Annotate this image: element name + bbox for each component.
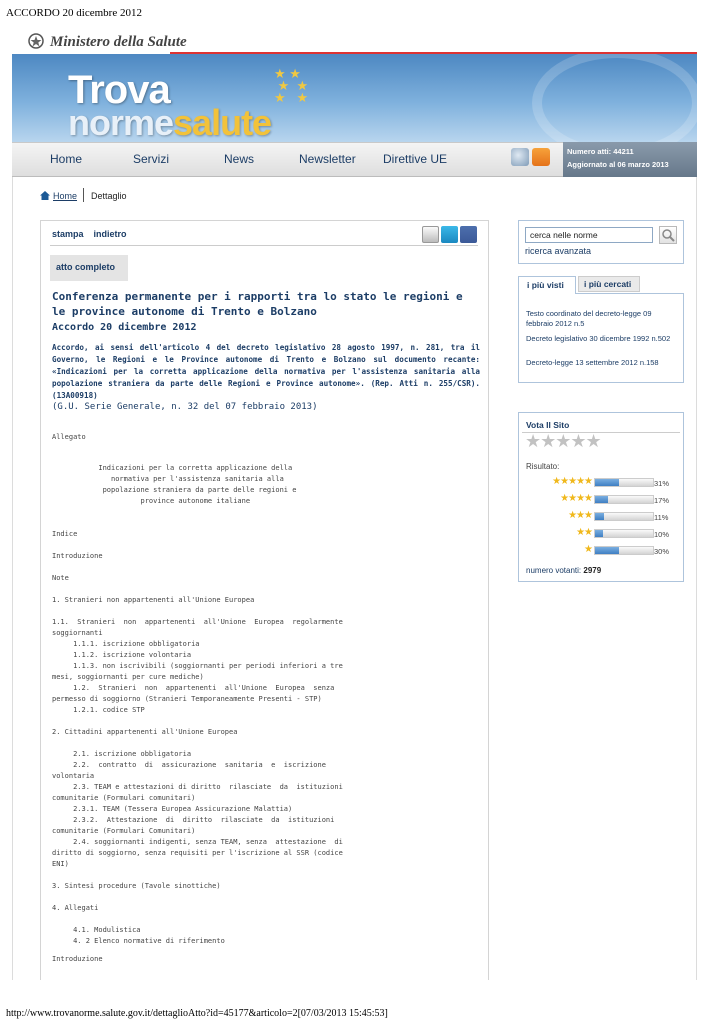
breadcrumb-separator [83, 188, 84, 202]
rating-input-stars[interactable]: ★★★★★ [525, 431, 601, 451]
nav-icons [511, 148, 553, 166]
ministry-name[interactable]: Ministero della Salute [50, 34, 187, 50]
rating-stars: ★★★ [568, 510, 592, 521]
rating-bar-track [594, 495, 654, 504]
toolbar-divider [50, 245, 478, 246]
rating-percent: 31% [654, 479, 670, 488]
logo-normesalute[interactable] [68, 102, 271, 142]
rating-row-1-stars [522, 545, 672, 557]
document-title: Conferenza permanente per i rapporti tra lo stato le regioni e le province autonome di Trento e Bolzano [52, 290, 463, 318]
note-label: Note [52, 574, 69, 582]
rating-bar-fill [595, 479, 619, 486]
facebook-icon[interactable] [460, 226, 477, 243]
allegato-label: Allegato [52, 433, 86, 441]
search-globe-icon[interactable] [511, 148, 529, 166]
stampa-link[interactable]: stampa [52, 229, 84, 239]
rating-bar-fill [595, 513, 604, 520]
seal-watermark [532, 54, 697, 142]
document-subtitle: Accordo 20 dicembre 2012 [52, 322, 197, 333]
share-icons [420, 226, 477, 244]
nav-servizi[interactable]: Servizi [133, 152, 170, 166]
home-icon[interactable] [40, 191, 50, 200]
tab-piu-cercati[interactable]: i più cercati [578, 276, 640, 292]
rating-stars: ★★★★★ [552, 476, 592, 487]
logo-norme: norme [68, 102, 174, 142]
atto-completo-button[interactable]: atto completo [50, 255, 128, 281]
rating-percent: 11% [654, 513, 669, 522]
rss-icon[interactable] [532, 148, 550, 166]
breadcrumb-home[interactable]: Home [53, 191, 78, 201]
ricerca-avanzata-link[interactable]: ricerca avanzata [525, 246, 592, 256]
votanti-count: 2979 [583, 566, 602, 575]
introduzione-label: Introduzione [52, 552, 103, 560]
magnifier-icon [660, 227, 676, 243]
rating-row-4-stars [522, 494, 672, 506]
aggiornato: Aggiornato al 06 marzo 2013 [567, 160, 669, 169]
logo-trova[interactable]: Trova [68, 68, 170, 112]
piu-visti-link-1[interactable]: Testo coordinato del decreto-legge 09 febbraio 2012 n.5 [526, 309, 652, 328]
piu-visti-link-2[interactable]: Decreto legislativo 30 dicembre 1992 n.502 [526, 334, 671, 343]
vota-title: Vota Il Sito [526, 420, 570, 430]
site-banner [12, 54, 697, 142]
nav-direttive-ue[interactable]: Direttive UE [383, 152, 448, 166]
logo-salute: salute [173, 102, 272, 142]
rating-row-5-stars [522, 477, 672, 489]
rating-bar-track [594, 529, 654, 538]
rating-percent: 17% [654, 496, 670, 505]
search-button[interactable] [659, 226, 677, 244]
site-info-box [563, 142, 697, 177]
rating-percent: 30% [654, 547, 670, 556]
document-description: Accordo, ai sensi dell'articolo 4 del decreto legislativo 28 agosto 1997, n. 281, tra il Governo, le Regioni e le Province autonome di Trento e Bolzano sul documento recante: «Indicazioni per la corretta applicazione della normativa per l'assistenza sanitaria alla popolazione straniera da parte delle Regioni e Province autonome». (Rep. Atti n. 255/CSR). (13A00918) [52, 343, 480, 400]
rating-stars: ★★★★ [560, 493, 592, 504]
tab-piu-visti[interactable]: i più visti [518, 276, 576, 294]
rating-bar-fill [595, 547, 619, 554]
introduzione-heading: Introduzione [52, 955, 103, 963]
risultato-label: Risultato: [526, 462, 560, 471]
content-toolbar [52, 229, 127, 239]
nav-newsletter[interactable]: Newsletter [299, 152, 356, 166]
email-icon[interactable] [422, 226, 439, 243]
numero-votanti [526, 566, 601, 575]
rating-bar-track [594, 546, 654, 555]
print-page-title: ACCORDO 20 dicembre 2012 [6, 7, 142, 19]
indice-label: Indice [52, 530, 78, 538]
nav-home[interactable]: Home [50, 152, 83, 166]
rating-stars: ★ [584, 544, 592, 555]
twitter-icon[interactable] [441, 226, 458, 243]
gazzetta-reference: (G.U. Serie Generale, n. 32 del 07 febbraio 2013) [52, 402, 318, 412]
nav-news[interactable]: News [224, 152, 255, 166]
rating-bar-fill [595, 496, 608, 503]
indietro-link[interactable]: indietro [93, 229, 127, 239]
rating-stars: ★★ [576, 527, 592, 538]
rating-row-3-stars [522, 511, 672, 523]
print-page-url: http://www.trovanorme.salute.gov.it/dettaglioAtto?id=45177&articolo=2[07/03/2013 15:45:53] [6, 1008, 388, 1019]
republic-emblem-icon [26, 32, 46, 50]
search-input[interactable] [525, 227, 653, 243]
rating-bar-track [594, 512, 654, 521]
rating-percent: 10% [654, 530, 670, 539]
numero-atti: Numero atti: 44211 [567, 147, 634, 156]
rating-row-2-stars [522, 528, 672, 540]
eu-stars-decoration: ★ ★ ★ ★ ★ ★ [274, 66, 309, 105]
breadcrumb-current: Dettaglio [91, 191, 127, 201]
piu-visti-link-3[interactable]: Decreto-legge 13 settembre 2012 n.158 [526, 358, 659, 367]
allegato-heading: Indicazioni per la corretta applicazione della normativa per l'assistenza sanitaria alla popolazione straniera da parte delle regioni e province autonome italiane [98, 464, 297, 505]
votanti-label: numero votanti: [526, 566, 582, 575]
rating-bar-track [594, 478, 654, 487]
rating-bar-fill [595, 530, 603, 537]
table-of-contents: 1. Stranieri non appartenenti all'Unione Europea 1.1. Stranieri non appartenenti all'Unione Europea regolarmente soggiornanti 1.1.1. iscrizione obbligatoria 1.1.2. iscrizione volontaria 1.1.3. non iscrivibili (soggiornanti per periodi inferiori a tre mesi, soggiornanti per cure mediche) 1.2. Stranieri non appartenenti all'Unione Europea senza permesso di soggiorno (Stranieri Temporaneamente Presenti - STP) 1.2.1. codice STP 2. Cittadini appartenenti all'Unione Europea 2.1. iscrizione obbligatoria 2.2. contratto di assicurazione sanitaria e iscrizione volontaria 2.3. TEAM e attestazioni di diritto rilasciate da istituzioni comunitarie (Formulari comunitari) 2.3.1. TEAM (Tessera Europea Assicurazione Malattia) 2.3.2. Attestazione di diritto rilasciate da istituzioni comunitarie (Formulari Comunitari) 2.4. soggiornanti indigenti, senza TEAM, senza attestazione di diritto di soggiorno, senza requisiti per l'iscrizione al SSR (codice ENI) 3. Sintesi procedure (Tavole sinottiche) 4. Allegati 4.1. Modulistica 4. 2 Elenco normative di riferimento [52, 596, 343, 945]
